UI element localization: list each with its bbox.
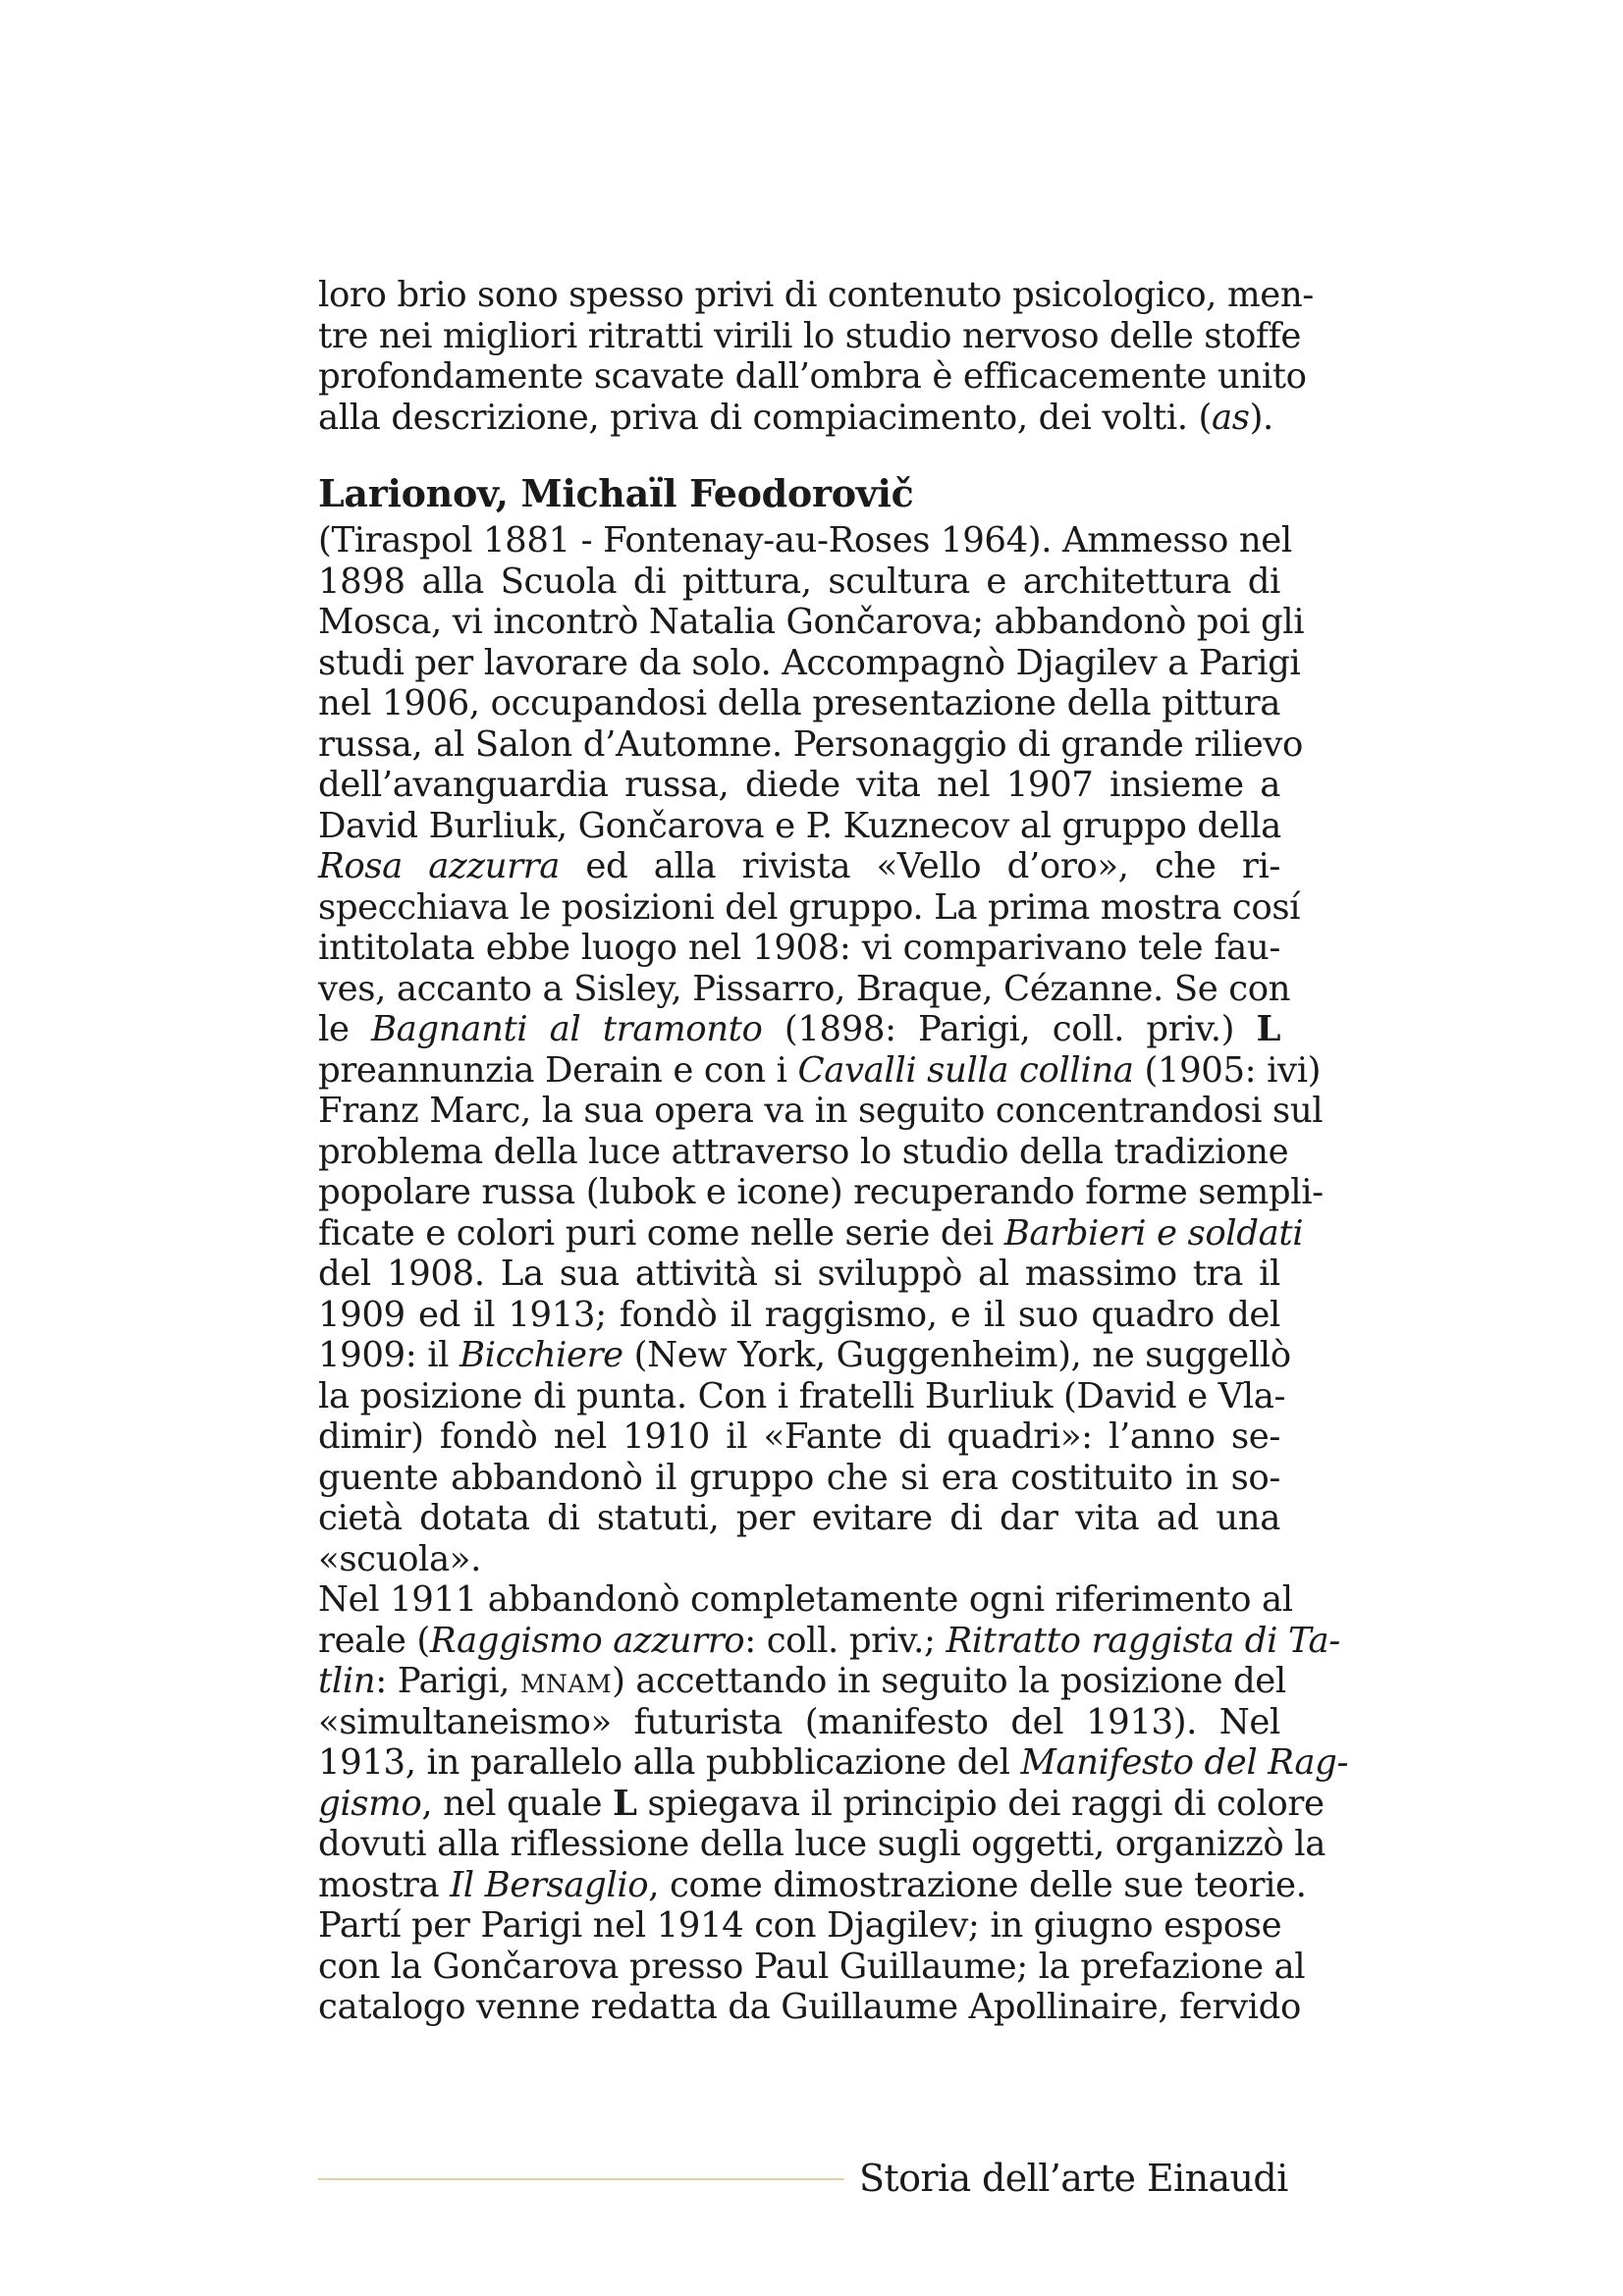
text-line: David Burliuk, Gončarova e P. Kuznecov al gruppo della — [318, 805, 1281, 846]
text-line: loro brio sono spesso privi di contenuto psicologico, men- — [318, 275, 1314, 315]
text-line: problema della luce attraverso lo studio della tradizione — [318, 1131, 1289, 1172]
text-line: studi per lavorare da solo. Accompagnò Djagilev a Parigi — [318, 642, 1301, 683]
text-line: dimir) fondò nel 1910 il «Fante di quadri»: l’anno se- — [318, 1416, 1280, 1457]
text-line: guente abbandonò il gruppo che si era costituito in so- — [318, 1457, 1280, 1498]
text-line: alla descrizione, priva di compiacimento, dei volti. (as). — [318, 397, 1273, 438]
text-line: preannunzia Derain e con i Cavalli sulla collina (1905: ivi) — [318, 1049, 1322, 1091]
text-line: 1913, in parallelo alla pubblicazione del Manifesto del Rag- — [318, 1742, 1349, 1783]
work-title: Cavalli sulla collina — [797, 1049, 1134, 1091]
work-title: Rosa azzurra — [318, 846, 561, 886]
text-line: nel 1906, occupandosi della presentazione della pittura — [318, 683, 1280, 723]
work-title: Barbieri e soldati — [1003, 1212, 1304, 1254]
text-line: mostra Il Bersaglio, come dimostrazione delle sue teorie. — [318, 1864, 1307, 1905]
work-title: Raggismo azzurro — [429, 1620, 745, 1661]
text-line: dovuti alla riflessione della luce sugli oggetti, organizzò la — [318, 1824, 1325, 1864]
work-title: tlin — [318, 1661, 376, 1701]
work-title: Il Bersaglio — [450, 1864, 649, 1905]
text-line: gismo, nel quale L spiegava il principio dei raggi di colore — [318, 1783, 1325, 1824]
text-line: 1909 ed il 1913; fondò il raggismo, e il suo quadro del — [318, 1294, 1280, 1335]
text-line: cietà dotata di statuti, per evitare di dar vita ad una — [318, 1498, 1280, 1538]
footer-divider — [318, 2178, 844, 2180]
text-line: «simultaneismo» futurista (manifesto del 1913). Nel — [318, 1701, 1280, 1742]
text-line: Franz Marc, la sua opera va in seguito concentrandosi sul — [318, 1091, 1324, 1131]
work-title: Manifesto del Rag- — [1020, 1742, 1349, 1783]
work-title: Ritratto raggista di Ta- — [946, 1620, 1340, 1661]
work-title: gismo — [318, 1783, 422, 1824]
text-line: Mosca, vi incontrò Natalia Gončarova; abbandonò poi gli — [318, 602, 1305, 642]
text-line: con la Gončarova presso Paul Guillaume; la prefazione al — [318, 1946, 1306, 1987]
entry-abbreviation: L — [613, 1783, 637, 1824]
work-title: Bicchiere — [459, 1335, 623, 1375]
intro-paragraph — [318, 275, 1314, 438]
work-title: Bagnanti al tramonto — [370, 1009, 763, 1049]
text-line: ficate e colori puri come nelle serie dei Barbieri e soldati — [318, 1212, 1304, 1254]
entry-abbreviation: L — [1256, 1009, 1280, 1049]
text-line: popolare russa (lubok e icone) recuperando forme sempli- — [318, 1172, 1324, 1212]
text-line: specchiava le posizioni del gruppo. La prima mostra cosí — [318, 886, 1301, 928]
text-line: intitolata ebbe luogo nel 1908: vi comparivano tele fau- — [318, 928, 1280, 968]
text-line: le Bagnanti al tramonto (1898: Parigi, coll. priv.) L — [318, 1009, 1280, 1049]
text-line: russa, al Salon d’Automne. Personaggio di grande rilievo — [318, 723, 1303, 765]
museum-abbreviation: mnam — [519, 1661, 613, 1701]
text-line: reale (Raggismo azzurro: coll. priv.; Ritratto raggista di Ta- — [318, 1620, 1340, 1661]
text-column — [318, 275, 1349, 2028]
text-line: (Tiraspol 1881 - Fontenay-au-Roses 1964). Ammesso nel — [318, 520, 1292, 561]
text-line: Rosa azzurra ed alla rivista «Vello d’oro», che ri- — [318, 846, 1280, 886]
text-line: 1898 alla Scuola di pittura, scultura e architettura di — [318, 561, 1280, 602]
text-line: Nel 1911 abbandonò completamente ogni riferimento al — [318, 1579, 1293, 1620]
text-line: profondamente scavate dall’ombra è efficacemente unito — [318, 356, 1307, 397]
text-line: catalogo venne redatta da Guillaume Apollinaire, fervido — [318, 1987, 1301, 2027]
footer-title: Storia dell’arte Einaudi — [859, 2157, 1288, 2200]
text-line: del 1908. La sua attività si sviluppò al massimo tra il — [318, 1254, 1280, 1294]
text-line: tlin: Parigi, mnam) accettando in seguito la posizione del — [318, 1661, 1286, 1701]
text-line: tre nei migliori ritratti virili lo studio nervoso delle stoffe — [318, 315, 1302, 356]
author-initials: as — [1212, 397, 1250, 438]
text-line: ves, accanto a Sisley, Pissarro, Braque, Cézanne. Se con — [318, 968, 1291, 1009]
text-line: «scuola». — [318, 1538, 481, 1579]
text-line: 1909: il Bicchiere (New York, Guggenheim), ne suggellò — [318, 1335, 1291, 1375]
entry-body — [318, 520, 1349, 2028]
text-line: la posizione di punta. Con i fratelli Burliuk (David e Vla- — [318, 1375, 1286, 1416]
text-line: Partí per Parigi nel 1914 con Djagilev; in giugno espose — [318, 1905, 1282, 1946]
entry-heading: Larionov, Michaïl Feodorovič — [318, 471, 914, 515]
text-line: dell’avanguardia russa, diede vita nel 1907 insieme a — [318, 765, 1280, 805]
